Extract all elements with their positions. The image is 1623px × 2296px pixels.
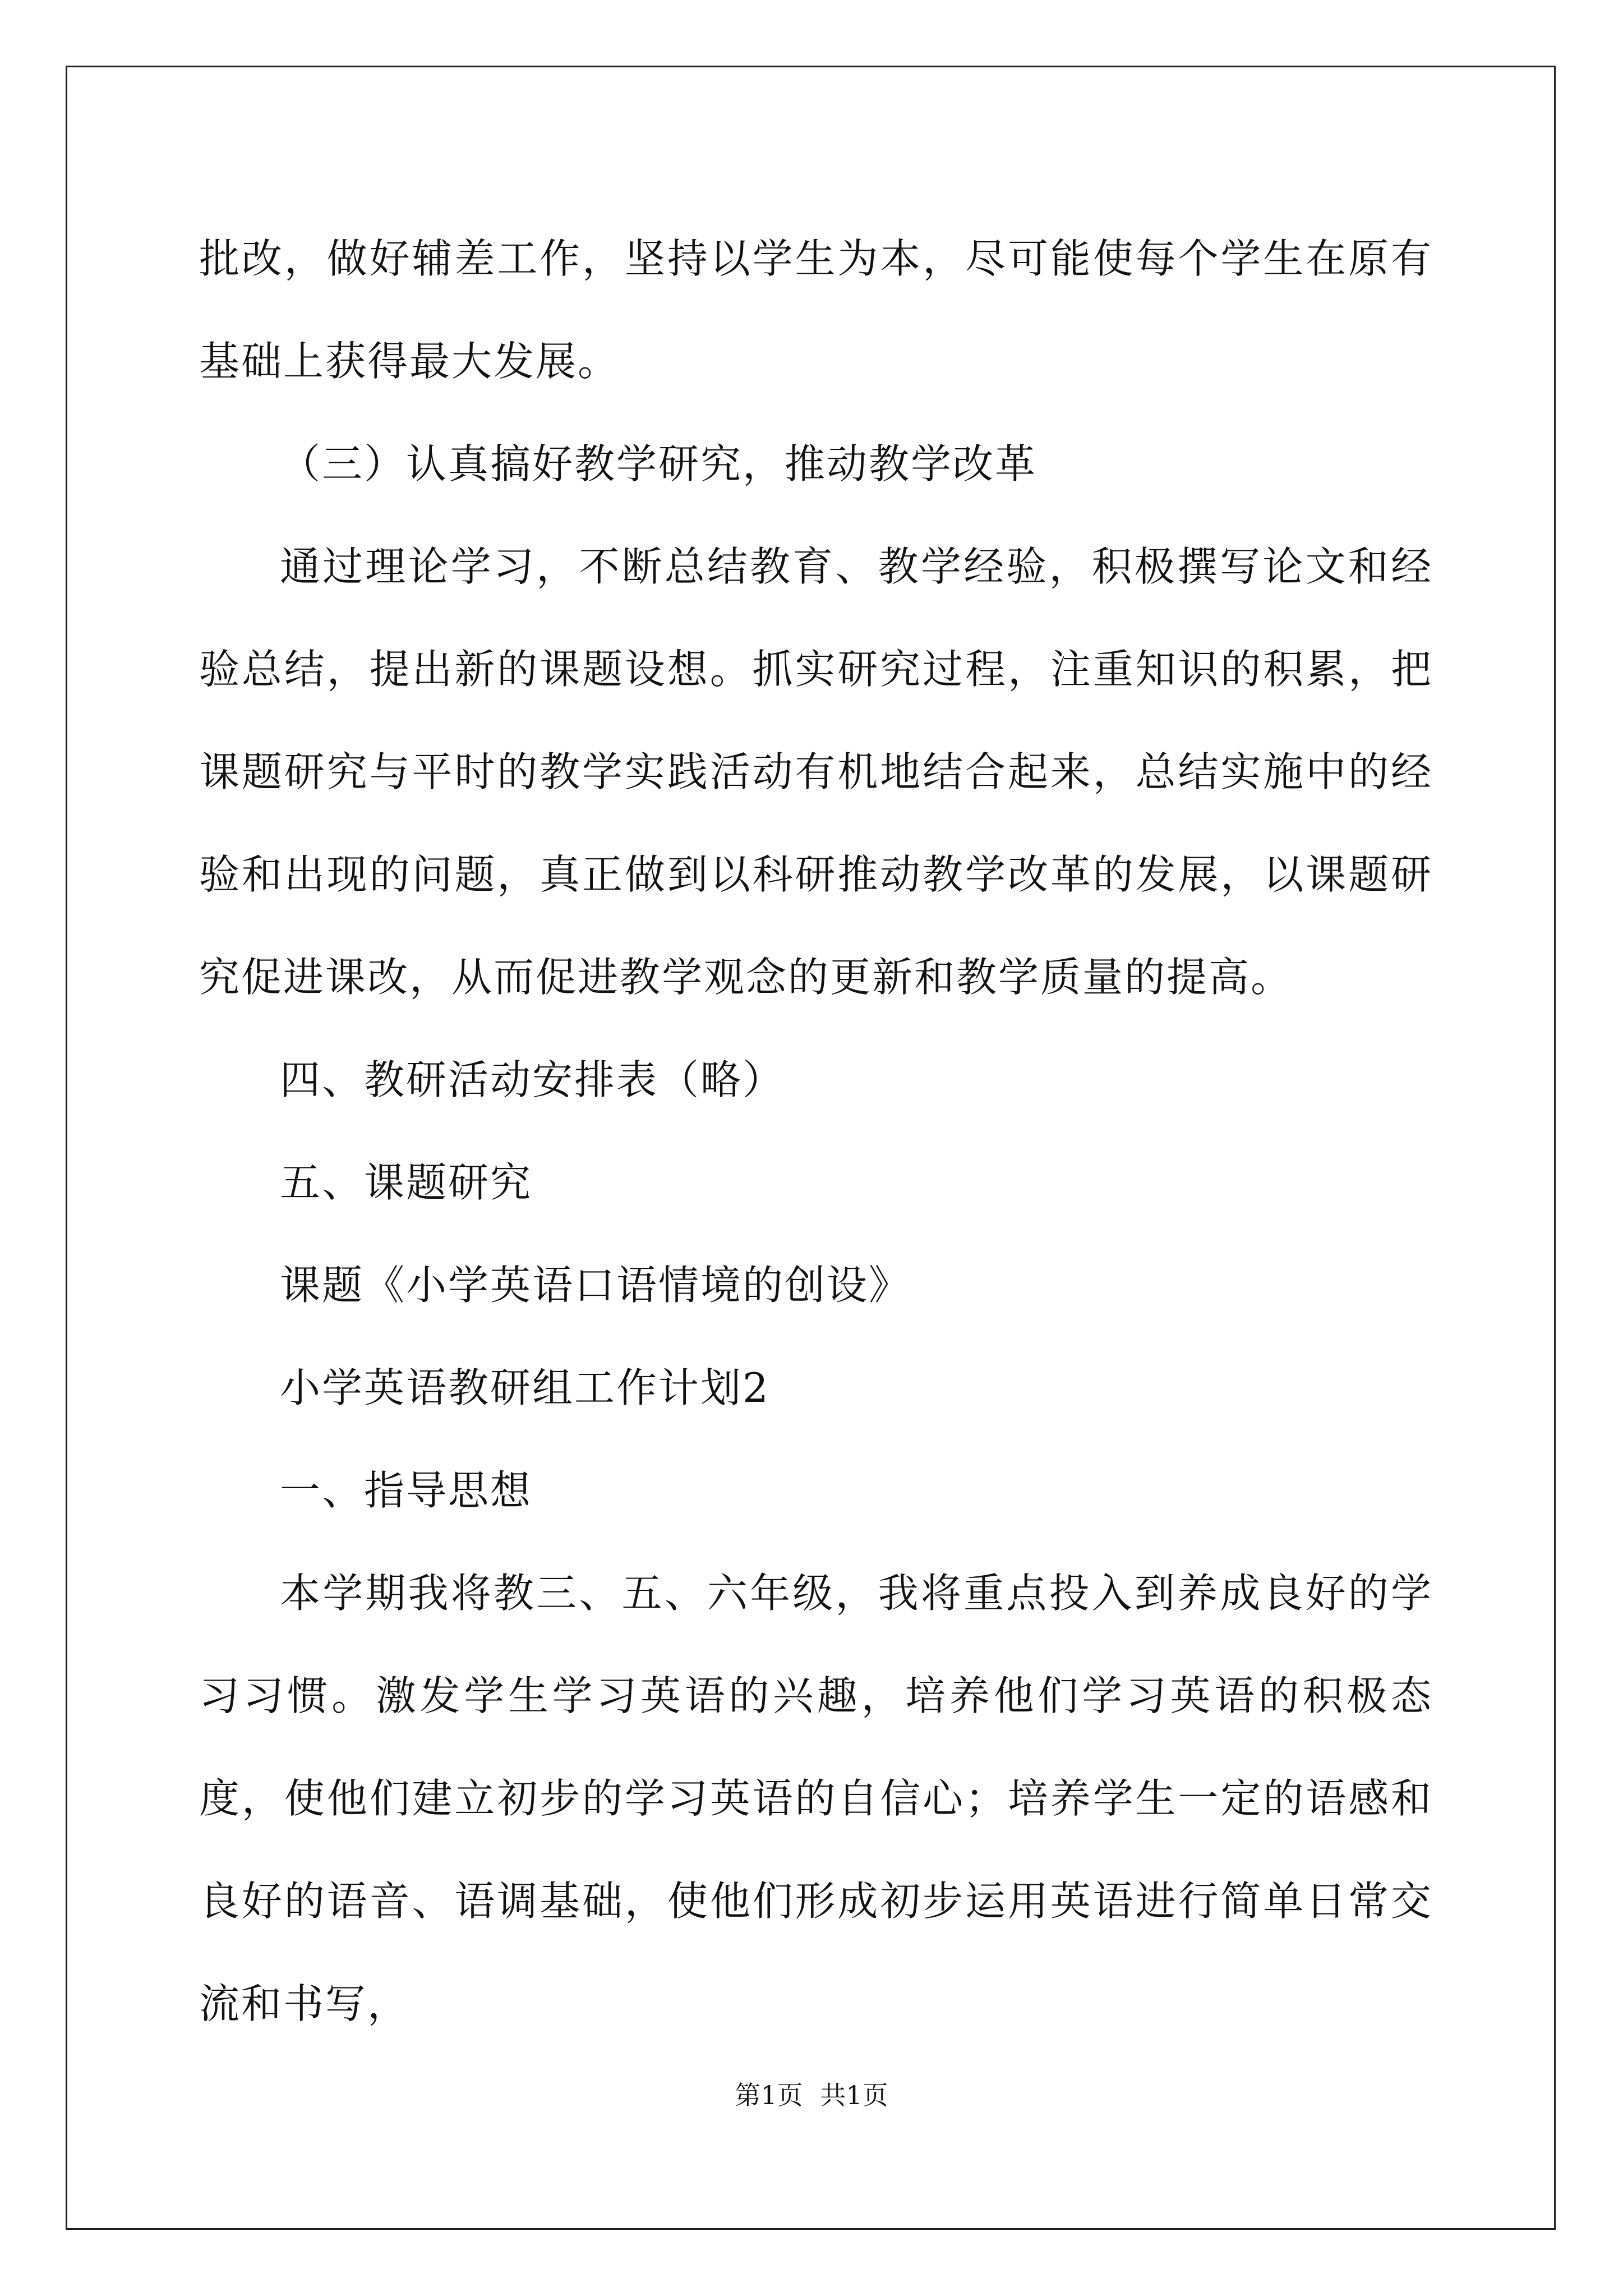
paragraph-research: 通过理论学习，不断总结教育、教学经验，积极撰写论文和经验总结，提出新的课题设想。抓实研究过程，注重知识的积累，把课题研究与平时的教学实践活动有机地结合起来，总结实施中的经验和出现的问题，真正做到以科研推动教学改革的发展，以课题研究促进课改，从而促进教学观念的更新和教学质量的提高。	[199, 543, 1433, 1001]
page-number: 第1页	[735, 2080, 803, 2110]
section-heading-3: （三）认真搞好教学研究，推动教学改革	[280, 440, 1038, 487]
section-heading-5: 五、课题研究	[280, 1159, 533, 1206]
paragraph-guiding: 本学期我将教三、五、六年级，我将重点投入到养成良好的学习习惯。激发学生学习英语的兴趣，培养他们学习英语的积极态度，使他们建立初步的学习英语的自信心；培养学生一定的语感和良好的语音、语调基础，使他们形成初步运用英语进行简单日常交流和书写，	[199, 1570, 1433, 2027]
plan-title: 小学英语教研组工作计划2	[280, 1364, 770, 1411]
page-footer	[0, 2078, 1623, 2112]
section-heading-guiding: 一、指导思想	[280, 1467, 533, 1514]
section-heading-4: 四、教研活动安排表（略）	[280, 1056, 785, 1103]
document-body	[199, 208, 1433, 2055]
topic-line: 课题《小学英语口语情境的创设》	[280, 1262, 911, 1309]
page-total: 共1页	[820, 2080, 888, 2110]
paragraph-continuation: 批改，做好辅差工作，坚持以学生为本，尽可能使每个学生在原有基础上获得最大发展。	[199, 235, 1433, 385]
